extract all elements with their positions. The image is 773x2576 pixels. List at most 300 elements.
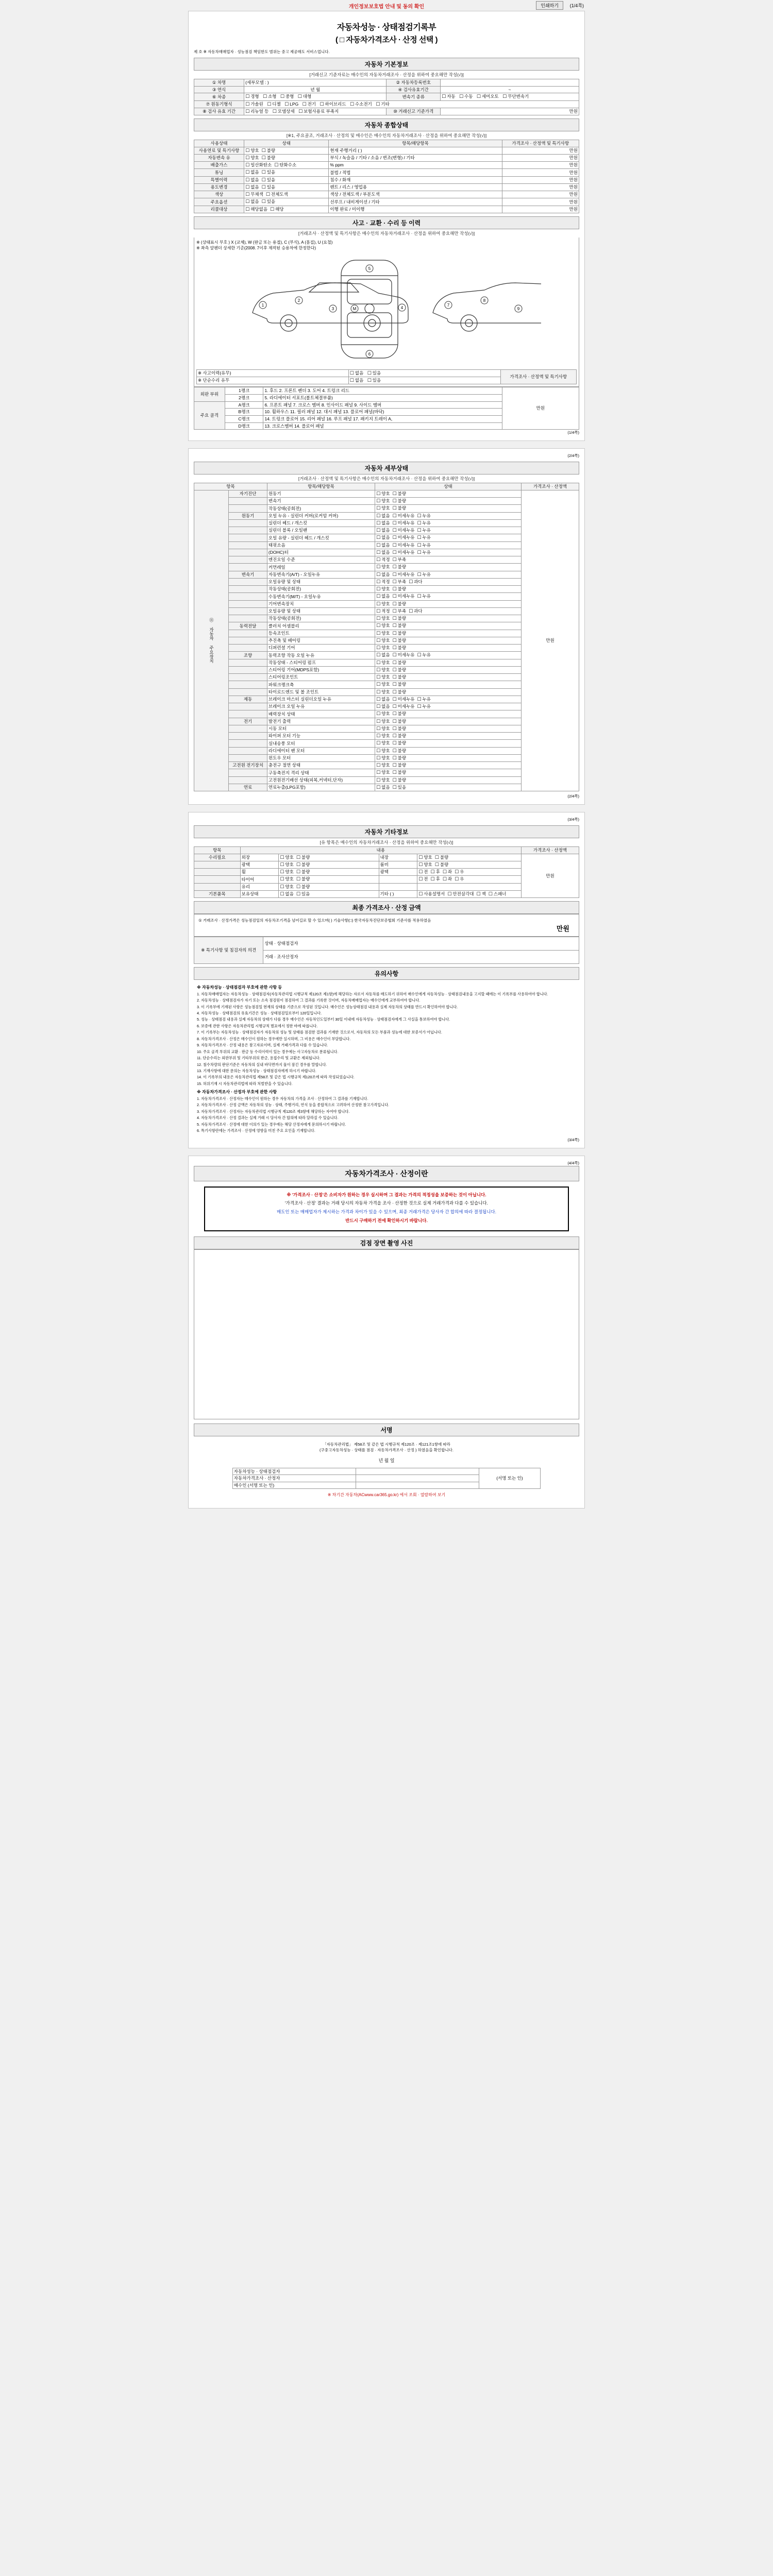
terms-item: 12. 침수차량의 판단기준은 자동차의 실내 바닥면까지 물이 잠긴 경우를 말합니다. — [197, 1062, 327, 1067]
option-후[interactable]: ☐ 후 — [431, 876, 440, 882]
row-items[interactable]: 현재 주행거리 ( ) — [329, 147, 502, 154]
etc-options-2[interactable] — [417, 861, 522, 868]
option-없음[interactable]: ☐ 없음 — [376, 704, 390, 709]
option-누유[interactable]: ☐ 누유 — [417, 535, 431, 540]
rank-items[interactable]: 13. 크로스멤버 14. 플로어 패널 — [263, 422, 502, 430]
option-불량[interactable]: ☐ 불량 — [393, 726, 407, 732]
option-양호[interactable]: ☐ 양호 — [376, 674, 390, 680]
option-불량[interactable]: ☐ 불량 — [393, 762, 407, 768]
state-yes[interactable]: ☐ 있음 — [262, 170, 276, 175]
option-안전삼각대[interactable]: ☐ 안전삼각대 — [447, 891, 474, 897]
table-row — [194, 937, 579, 951]
row-state[interactable] — [244, 147, 329, 154]
col-state: 상태 — [244, 140, 329, 147]
detail-subgroup-label — [229, 666, 267, 673]
detail-subgroup-label — [229, 615, 267, 622]
option-후[interactable]: ☐ 후 — [431, 869, 440, 875]
option-없음[interactable]: ☐ 없음 — [376, 535, 390, 540]
option-불량[interactable]: ☐ 불량 — [296, 855, 310, 860]
detail-status-options[interactable] — [375, 630, 522, 637]
detail-status-options[interactable] — [375, 776, 522, 784]
basic-row-value[interactable]: (세부모델 : ) — [244, 79, 386, 87]
option-미세누유[interactable]: ☐ 미세누유 — [393, 528, 415, 533]
state-none[interactable]: ☐ 없음 — [245, 177, 259, 183]
price-section-title: 자동차가격조사 · 산정이란 — [194, 1166, 579, 1181]
sign-value-price[interactable] — [356, 1475, 479, 1482]
signature-band: 서명 — [194, 1423, 579, 1436]
option-미세누유[interactable]: ☐ 미세누유 — [393, 594, 415, 599]
rank-items[interactable]: 6. 프론트 패널 7. 크로스 멤버 8. 인사이드 패널 9. 사이드 멤버 — [263, 401, 502, 409]
detail-status-options[interactable] — [375, 718, 522, 725]
basic-row-label2: ② 자동차등록번호 — [386, 79, 441, 87]
option-없음[interactable]: ☐ 없음 — [376, 543, 390, 548]
option-양호[interactable]: ☐ 양호 — [376, 645, 390, 651]
detail-status-options[interactable] — [375, 688, 522, 696]
option-없음[interactable]: ☐ 없음 — [376, 528, 390, 533]
state-good[interactable]: ☐ 양호 — [245, 155, 259, 161]
option-양호[interactable]: ☐ 양호 — [376, 689, 390, 695]
state-good[interactable]: ☐ 양호 — [245, 148, 259, 154]
option-불량[interactable]: ☐ 불량 — [393, 631, 407, 636]
option-manual[interactable]: ☐ 수동 — [459, 94, 473, 99]
detail-item-label: 추진축 및 베어링 — [267, 637, 375, 644]
inspection-options[interactable] — [244, 108, 386, 115]
option-있음[interactable]: ☐ 있음 — [393, 785, 407, 790]
detail-status-options[interactable] — [375, 534, 522, 541]
remarks-row-price[interactable]: 거래 · 조사산정자 — [263, 951, 579, 964]
detail-status-options[interactable] — [375, 696, 522, 703]
option-electric[interactable]: ☐ 전기 — [303, 101, 316, 107]
row-price[interactable]: 만원 — [502, 162, 579, 169]
state-bad[interactable]: ☐ 불량 — [262, 148, 276, 154]
detail-status-options[interactable] — [375, 556, 522, 564]
etc-options-1[interactable] — [279, 876, 379, 883]
option-양호[interactable]: ☐ 양호 — [376, 638, 390, 643]
state-none[interactable]: ☐ 없음 — [245, 184, 259, 190]
state-none[interactable]: ☐ 없음 — [245, 170, 259, 175]
option-누유[interactable]: ☐ 누유 — [417, 520, 431, 526]
row-price[interactable]: 만원 — [502, 154, 579, 161]
option-불량[interactable]: ☐ 불량 — [393, 505, 407, 511]
detail-status-options[interactable] — [375, 769, 522, 776]
option-불량[interactable]: ☐ 불량 — [393, 623, 407, 629]
option-미세누유[interactable]: ☐ 미세누유 — [393, 572, 415, 578]
signature-date[interactable]: 년 월 일 — [378, 1458, 395, 1463]
option-양호[interactable]: ☐ 양호 — [376, 564, 390, 570]
detail-status-options[interactable] — [375, 645, 522, 652]
row-items[interactable]: 색상 / 전체도색 / 부분도색 — [329, 191, 502, 198]
option-불량[interactable]: ☐ 불량 — [393, 755, 407, 761]
option-hydrogen[interactable]: ☐ 수소전기 — [350, 101, 372, 107]
option-양호[interactable]: ☐ 양호 — [376, 726, 390, 732]
option-전[interactable]: ☐ 전 — [418, 869, 428, 875]
rank-label: 1랭크 — [225, 387, 263, 395]
detail-status-options[interactable] — [375, 527, 522, 534]
option-large[interactable]: ☐ 대형 — [298, 94, 312, 99]
row-items[interactable]: 부식 / 녹슬음 / 기타 / 소음 / 변조(변형) / 기타 — [329, 154, 502, 161]
detail-subgroup-label — [229, 645, 267, 652]
state-none[interactable]: ☐ 무채색 — [245, 192, 263, 197]
option-renewal[interactable]: ☐ 리뉴얼 등 — [245, 109, 268, 114]
option-양호[interactable]: ☐ 양호 — [376, 616, 390, 621]
etc-group-label — [194, 861, 241, 868]
simple-repair-options[interactable] — [348, 377, 500, 384]
option-불량[interactable]: ☐ 불량 — [393, 491, 407, 497]
detail-status-options[interactable] — [375, 703, 522, 710]
option-양호[interactable]: ☐ 양호 — [376, 711, 390, 717]
option-불량[interactable]: ☐ 불량 — [393, 748, 407, 754]
detail-status-options[interactable] — [375, 762, 522, 769]
option-불량[interactable]: ☐ 불량 — [393, 733, 407, 739]
option-없음[interactable]: ☐ 없음 — [376, 572, 390, 578]
option-양호[interactable]: ☐ 양호 — [376, 601, 390, 607]
option-누유[interactable]: ☐ 누유 — [417, 528, 431, 533]
etc-options-2[interactable] — [417, 876, 522, 883]
state-bad[interactable]: ☐ 불량 — [262, 155, 276, 161]
option-없음[interactable]: ☐ 없음 — [376, 550, 390, 555]
option-스패너[interactable]: ☐ 스패너 — [489, 891, 507, 897]
sign-value-buyer[interactable] — [356, 1482, 479, 1489]
etc-options-1[interactable] — [279, 869, 379, 876]
option-양호[interactable]: ☐ 양호 — [376, 770, 390, 775]
option-미세누유[interactable]: ☐ 미세누유 — [393, 535, 415, 540]
detail-status-options[interactable] — [375, 637, 522, 644]
detail-status-options[interactable] — [375, 754, 522, 761]
detail-status-options[interactable] — [375, 498, 522, 505]
option-불량[interactable]: ☐ 불량 — [393, 674, 407, 680]
detail-status-options[interactable] — [375, 512, 522, 519]
basic-note: [거래신고 기준자료는 매수인의 자동차거래조사 · 산정을 위하여 중요해만 작성(√)] — [309, 72, 464, 77]
option-우[interactable]: ☐ 우 — [455, 876, 464, 882]
option-양호[interactable]: ☐ 양호 — [376, 505, 390, 511]
option-lpg[interactable]: ☐ LPG — [284, 101, 298, 107]
car-diagram[interactable] — [196, 251, 577, 369]
row-group: 용도변경 — [194, 183, 244, 191]
option-우[interactable]: ☐ 우 — [455, 869, 464, 875]
detail-status-options[interactable] — [375, 652, 522, 659]
state-na[interactable]: ☐ 해당없음 — [245, 207, 267, 212]
option-양호[interactable]: ☐ 양호 — [376, 660, 390, 666]
option-미세누유[interactable]: ☐ 미세누유 — [393, 652, 415, 658]
option-미세누유[interactable]: ☐ 미세누유 — [393, 543, 415, 548]
option-양호[interactable]: ☐ 양호 — [418, 862, 432, 868]
option-yes[interactable]: ☐ 있음 — [367, 378, 381, 383]
etc-options-1[interactable] — [279, 854, 379, 861]
detail-status-options[interactable] — [375, 541, 522, 549]
row-price[interactable]: 만원 — [502, 176, 579, 183]
row-items[interactable]: 렌트 / 리스 / 영업용 — [329, 183, 502, 191]
option-미세누유[interactable]: ☐ 미세누유 — [393, 520, 415, 526]
option-미세누유[interactable]: ☐ 미세누유 — [393, 550, 415, 555]
option-누유[interactable]: ☐ 누유 — [417, 550, 431, 555]
option-부족[interactable]: ☐ 부족 — [393, 579, 407, 585]
row-price[interactable]: 만원 — [502, 183, 579, 191]
option-other[interactable]: ☐ 기타 — [376, 101, 390, 107]
row-items[interactable]: 선루프 / 내비게이션 / 기타 — [329, 198, 502, 206]
option-양호[interactable]: ☐ 양호 — [376, 733, 390, 739]
row-state[interactable] — [244, 183, 329, 191]
option-diesel[interactable]: ☐ 디젤 — [267, 101, 281, 107]
option-없음[interactable]: ☐ 없음 — [280, 891, 294, 897]
option-불량[interactable]: ☐ 불량 — [393, 645, 407, 651]
detail-status-options[interactable] — [375, 593, 522, 600]
option-없음[interactable]: ☐ 없음 — [376, 513, 390, 519]
transmission-options[interactable] — [441, 93, 579, 100]
option-yes[interactable]: ☐ 있음 — [367, 370, 381, 376]
etc-options-2[interactable] — [417, 883, 522, 890]
option-양호[interactable]: ☐ 양호 — [376, 586, 390, 592]
option-불량[interactable]: ☐ 불량 — [296, 862, 310, 868]
option-부족[interactable]: ☐ 부족 — [393, 557, 407, 563]
option-불량[interactable]: ☐ 불량 — [393, 616, 407, 621]
option-cvt[interactable]: ☐ 무단변속기 — [502, 94, 529, 99]
detail-status-options[interactable] — [375, 505, 522, 512]
option-model-detail[interactable]: ☐ 모델상세 — [273, 109, 295, 114]
option-양호[interactable]: ☐ 양호 — [376, 755, 390, 761]
option-양호[interactable]: ☐ 양호 — [376, 667, 390, 673]
option-미세누유[interactable]: ☐ 미세누유 — [393, 513, 415, 519]
option-불량[interactable]: ☐ 불량 — [393, 719, 407, 724]
option-compact[interactable]: ☐ 경형 — [245, 94, 259, 99]
row-state[interactable] — [244, 191, 329, 198]
option-양호[interactable]: ☐ 양호 — [376, 762, 390, 768]
row-state[interactable] — [244, 176, 329, 183]
state-yes[interactable]: ☐ 전체도색 — [266, 192, 288, 197]
rank-items[interactable]: 14. 트렁크 플로어 15. 리어 패널 16. 루프 패널 17. 패키지 트레이 A, — [263, 415, 502, 422]
accident-status-options[interactable] — [348, 369, 500, 377]
option-none[interactable]: ☐ 없음 — [350, 370, 364, 376]
page-mark-3: (3/4쪽) — [567, 817, 579, 822]
sign-value-performance[interactable] — [356, 1468, 479, 1475]
page-1 — [188, 11, 585, 441]
basic-row-value2[interactable]: ~ — [441, 86, 579, 93]
etc-amount[interactable]: 만원 — [521, 854, 579, 898]
option-불량[interactable]: ☐ 불량 — [393, 682, 407, 687]
option-적정[interactable]: ☐ 적정 — [376, 557, 390, 563]
option-없음[interactable]: ☐ 없음 — [376, 520, 390, 526]
row-price[interactable]: 만원 — [502, 198, 579, 206]
option-불량[interactable]: ☐ 불량 — [435, 862, 449, 868]
option-양호[interactable]: ☐ 양호 — [280, 862, 294, 868]
option-양호[interactable]: ☐ 양호 — [418, 855, 432, 860]
option-불량[interactable]: ☐ 불량 — [393, 740, 407, 746]
option-양호[interactable]: ☐ 양호 — [280, 855, 294, 860]
option-없음[interactable]: ☐ 없음 — [376, 652, 390, 658]
option-insurance[interactable]: ☐ 보험사용료 부족지 — [298, 109, 339, 114]
row-items[interactable]: 불법 / 적법 — [329, 169, 502, 176]
option-small[interactable]: ☐ 소형 — [263, 94, 277, 99]
basic-row-value2[interactable] — [441, 79, 579, 87]
option-불량[interactable]: ☐ 불량 — [393, 770, 407, 775]
state-yes[interactable]: ☐ 있음 — [262, 184, 276, 190]
option-미세누유[interactable]: ☐ 미세누유 — [393, 697, 415, 702]
detail-status-options[interactable] — [375, 622, 522, 630]
option-없음[interactable]: ☐ 없음 — [376, 594, 390, 599]
detail-status-options[interactable] — [375, 615, 522, 622]
row-items[interactable]: 이행 완료 / 미이행 — [329, 206, 502, 213]
rating-value[interactable]: 만원 — [441, 108, 579, 115]
option-잭[interactable]: ☐ 잭 — [477, 891, 486, 897]
etc-options-1[interactable] — [279, 890, 379, 897]
option-양호[interactable]: ☐ 양호 — [376, 748, 390, 754]
detail-subgroup-label — [229, 527, 267, 534]
row-price[interactable]: 만원 — [502, 147, 579, 154]
option-누유[interactable]: ☐ 누유 — [417, 652, 431, 658]
detail-status-options[interactable] — [375, 490, 522, 497]
option-불량[interactable]: ☐ 불량 — [393, 711, 407, 717]
remarks-row-performance[interactable]: 상태 · 상태점검자 — [263, 937, 579, 951]
final-amount-value[interactable]: 만원 — [556, 925, 569, 933]
etc-options-2[interactable] — [417, 869, 522, 876]
detail-status-options[interactable] — [375, 666, 522, 673]
option-양호[interactable]: ☐ 양호 — [376, 719, 390, 724]
etc-options-2[interactable] — [417, 890, 522, 897]
option-적정[interactable]: ☐ 적정 — [376, 579, 390, 585]
option-gasoline[interactable]: ☐ 가솔린 — [245, 101, 263, 107]
etc-options-1[interactable] — [279, 861, 379, 868]
accident-amount[interactable]: 만원 — [502, 387, 579, 430]
row-state[interactable] — [244, 154, 329, 161]
etc-options-2[interactable] — [417, 854, 522, 861]
option-semiauto[interactable]: ☐ 세미오토 — [477, 94, 499, 99]
row-group: 리콜대상 — [194, 206, 244, 213]
option-양호[interactable]: ☐ 양호 — [376, 777, 390, 783]
detail-status-options[interactable] — [375, 725, 522, 732]
option-누유[interactable]: ☐ 누유 — [417, 704, 431, 709]
option-있음[interactable]: ☐ 있음 — [296, 891, 310, 897]
row-price[interactable]: 만원 — [502, 206, 579, 213]
detail-status-options[interactable] — [375, 710, 522, 718]
option-누유[interactable]: ☐ 누유 — [417, 594, 431, 599]
detail-status-options[interactable] — [375, 733, 522, 740]
state-applicable[interactable]: ☐ 해당 — [270, 207, 284, 212]
option-양호[interactable]: ☐ 양호 — [280, 869, 294, 875]
fuel-options[interactable] — [244, 100, 579, 108]
detail-status-options[interactable] — [375, 607, 522, 615]
detail-subgroup-label — [229, 600, 267, 607]
option-과다[interactable]: ☐ 과다 — [409, 579, 423, 585]
option-전[interactable]: ☐ 전 — [418, 876, 428, 882]
detail-status-options[interactable] — [375, 600, 522, 607]
option-auto[interactable]: ☐ 자동 — [442, 94, 456, 99]
etc-group-label — [194, 883, 241, 890]
row-items[interactable]: 침수 / 화재 — [329, 176, 502, 183]
option-hybrid[interactable]: ☐ 하이브리드 — [320, 101, 346, 107]
detail-amount[interactable]: 만원 — [521, 490, 579, 791]
etc-options-1[interactable] — [279, 883, 379, 890]
state-none[interactable]: ☐ 없음 — [245, 199, 259, 205]
option-누유[interactable]: ☐ 누유 — [417, 697, 431, 702]
option-과다[interactable]: ☐ 과다 — [409, 608, 423, 614]
row-items[interactable]: % ppm — [329, 162, 502, 169]
terms-item: 10. 주요 골격 부위의 교환 · 판금 등 수리이력이 있는 경우에는 사고자동차로 분류됩니다. — [197, 1049, 339, 1054]
detail-status-options[interactable] — [375, 674, 522, 681]
rank-items[interactable]: 1. 후드 2. 프론트 펜더 3. 도어 4. 트렁크 리드 — [263, 387, 502, 395]
table-row — [194, 191, 579, 198]
option-불량[interactable]: ☐ 불량 — [393, 777, 407, 783]
option-양호[interactable]: ☐ 양호 — [280, 884, 294, 890]
option-미세누유[interactable]: ☐ 미세누유 — [393, 704, 415, 709]
rating-label: ⑩ 거래신고 기준가격 — [386, 108, 441, 115]
option-불량[interactable]: ☐ 불량 — [296, 884, 310, 890]
state-yes[interactable]: ☐ 있음 — [262, 199, 276, 205]
option-medium[interactable]: ☐ 중형 — [280, 94, 294, 99]
detail-status-options[interactable] — [375, 681, 522, 688]
detail-status-options[interactable] — [375, 578, 522, 585]
option-불량[interactable]: ☐ 불량 — [393, 564, 407, 570]
detail-status-options[interactable] — [375, 549, 522, 556]
option-불량[interactable]: ☐ 불량 — [393, 667, 407, 673]
option-불량[interactable]: ☐ 불량 — [393, 660, 407, 666]
terms-item: 13. 기재사항에 대한 문의는 자동차성능 · 상태점검자에게 하시기 바랍니다. — [197, 1068, 316, 1073]
option-불량[interactable]: ☐ 불량 — [393, 689, 407, 695]
option-사용설명서[interactable]: ☐ 사용설명서 — [418, 891, 445, 897]
detail-subgroup-label — [229, 505, 267, 512]
state-hc[interactable]: ☐ 탄화수소 — [274, 162, 296, 168]
row-price[interactable]: 만원 — [502, 191, 579, 198]
option-양호[interactable]: ☐ 양호 — [376, 491, 390, 497]
detail-status-options[interactable] — [375, 659, 522, 666]
state-co[interactable]: ☐ 일산화탄소 — [245, 162, 272, 168]
row-price[interactable]: 만원 — [502, 169, 579, 176]
sign-mark[interactable]: (서명 또는 인) — [479, 1468, 540, 1489]
option-불량[interactable]: ☐ 불량 — [393, 498, 407, 504]
option-불량[interactable]: ☐ 불량 — [393, 601, 407, 607]
rank-items[interactable]: 10. 휠하우스 11. 필러 패널 12. 대시 패널 13. 플로어 패널(바닥) — [263, 409, 502, 416]
option-양호[interactable]: ☐ 양호 — [376, 631, 390, 636]
detail-status-options[interactable] — [375, 571, 522, 578]
detail-status-options[interactable] — [375, 564, 522, 571]
option-양호[interactable]: ☐ 양호 — [376, 623, 390, 629]
option-불량[interactable]: ☐ 불량 — [296, 876, 310, 882]
basic-row-value[interactable]: 년 월 — [244, 86, 386, 93]
detail-status-options[interactable] — [375, 784, 522, 791]
option-불량[interactable]: ☐ 불량 — [393, 638, 407, 643]
option-양호[interactable]: ☐ 양호 — [376, 498, 390, 504]
row-state[interactable] — [244, 198, 329, 206]
option-없음[interactable]: ☐ 없음 — [376, 785, 390, 790]
print-button[interactable]: 인쇄하기 — [536, 1, 563, 10]
option-불량[interactable]: ☐ 불량 — [296, 869, 310, 875]
row-state[interactable] — [244, 162, 329, 169]
row-state[interactable] — [244, 206, 329, 213]
option-양호[interactable]: ☐ 양호 — [376, 740, 390, 746]
option-누유[interactable]: ☐ 누유 — [417, 543, 431, 548]
detail-status-options[interactable] — [375, 740, 522, 747]
option-누유[interactable]: ☐ 누유 — [417, 572, 431, 578]
option-누유[interactable]: ☐ 누유 — [417, 513, 431, 519]
option-없음[interactable]: ☐ 없음 — [376, 697, 390, 702]
option-부족[interactable]: ☐ 부족 — [393, 608, 407, 614]
detail-note: [거래조사 · 산정액 및 특기사항은 매수인의 자동차거래조사 · 산정을 위하여 중요해만 작성(√)] — [298, 476, 475, 482]
detail-status-options[interactable] — [375, 586, 522, 593]
option-불량[interactable]: ☐ 불량 — [393, 586, 407, 592]
option-적정[interactable]: ☐ 적정 — [376, 608, 390, 614]
option-양호[interactable]: ☐ 양호 — [280, 876, 294, 882]
option-양호[interactable]: ☐ 양호 — [376, 682, 390, 687]
rank-items[interactable]: 5. 라디에이터 서포트(볼트체결부품) — [263, 395, 502, 402]
option-none[interactable]: ☐ 없음 — [350, 378, 364, 383]
photo-placeholder[interactable] — [194, 1249, 579, 1419]
state-yes[interactable]: ☐ 있음 — [262, 177, 276, 183]
option-좌[interactable]: ☐ 좌 — [443, 876, 452, 882]
option-불량[interactable]: ☐ 불량 — [435, 855, 449, 860]
car-type-options[interactable] — [244, 93, 386, 100]
detail-status-options[interactable] — [375, 747, 522, 754]
detail-status-options[interactable] — [375, 519, 522, 527]
option-좌[interactable]: ☐ 좌 — [443, 869, 452, 875]
row-state[interactable] — [244, 169, 329, 176]
